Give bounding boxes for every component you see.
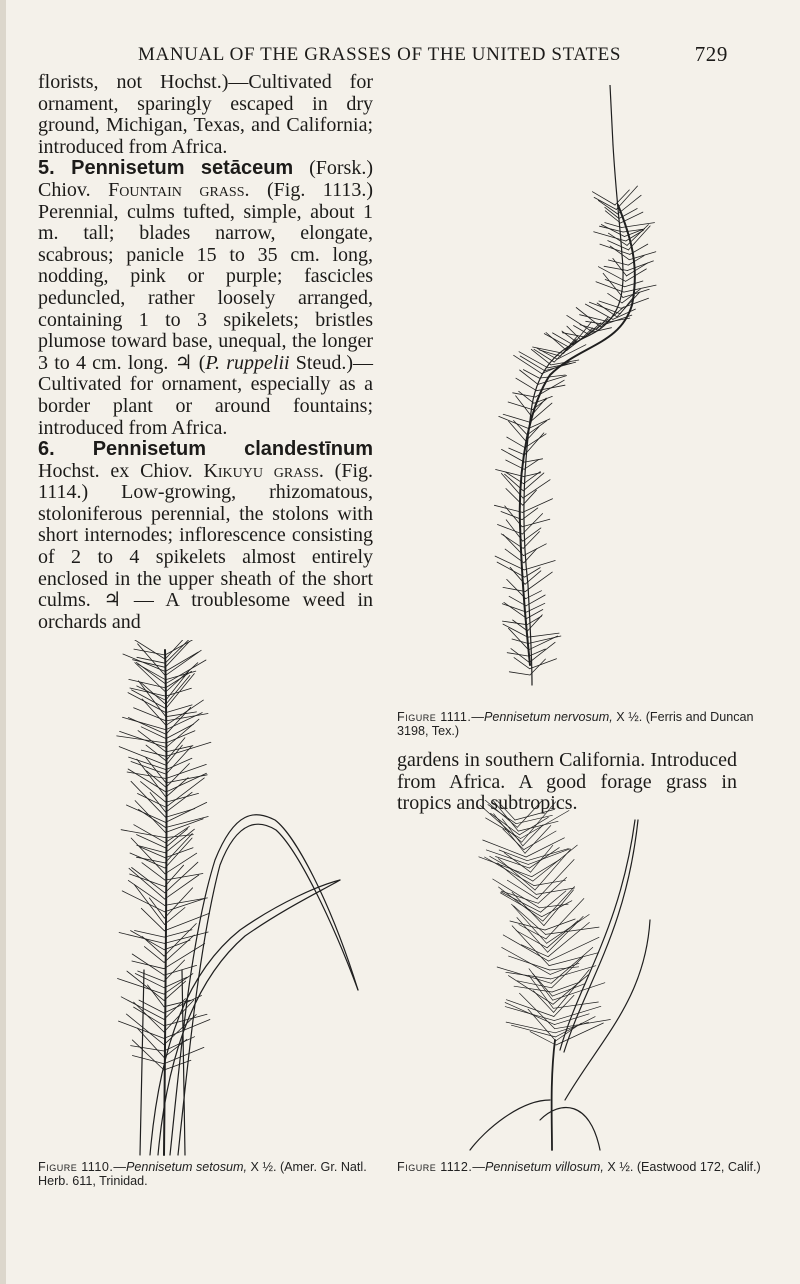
grass-spike-illustration-icon (470, 820, 650, 1150)
species-5-heading: 5. Pennisetum setāceum (38, 157, 294, 180)
figure-1111-caption: Figure 1111.—Pennisetum nervosum, X ½. (Ferris and Duncan 3198, Tex.) (397, 710, 754, 738)
figure-1110-illustration (40, 640, 380, 1160)
grass-spike-illustration-icon (520, 85, 635, 685)
figure-1112-source: X ½. (Eastwood 172, Calif.) (603, 1160, 761, 1174)
running-header (38, 40, 728, 70)
figure-1112-species: Pennisetum villosum, (484, 1160, 604, 1174)
species-5-synonym: P. ruppelii (205, 351, 290, 374)
page-number: 729 (694, 42, 728, 66)
page-gutter (0, 0, 6, 1284)
species-5-authority: (Forsk.) Chiov. (38, 157, 373, 201)
species-5-common-name: Fountain grass. (108, 178, 250, 201)
species-6-common-name: Kikuyu grass. (203, 459, 324, 482)
right-text-column: gardens in southern California. Introduced from Africa. A good forage grass in tropics and subtropics. (397, 749, 737, 815)
figure-1111-label: Figure 1111. (397, 710, 472, 724)
running-title: MANUAL OF THE GRASSES OF THE UNITED STATES (138, 44, 622, 65)
figure-1112-illustration (440, 800, 680, 1155)
left-text-column (38, 72, 373, 633)
species-6-description: (Fig. 1114.) Low-growing, rhizomatous, stoloniferous perennial, the stolons with short internodes; inflorescence consisting of 2 to 4 spikelets almost entirely enclosed in the upper sheath of the short culms. ♃ — A troublesome weed in orchards and (38, 459, 373, 633)
figure-1110-source: X ½. (Amer. Gr. Natl. Herb. 611, Trinidad. (38, 1160, 367, 1188)
species-5-entry (38, 158, 373, 439)
figure-1111-illustration (470, 85, 690, 695)
paragraph-continued: florists, not Hochst.)—Cultivated for ornament, sparingly escaped in dry ground, Michigan, Texas, and California; introduced from Africa. (38, 71, 373, 158)
species-5-description: (Fig. 1113.) Perennial, culms tufted, simple, about 1 m. tall; blades narrow, elongate, scabrous; panicle 15 to 35 cm. long, nodding, pink or purple; fascicles peduncled, rather loosely arranged, containing 1 to 3 spikelets; bristles plumose toward base, unequal, the longer 3 to 4 cm. long. ♃ ( (38, 178, 373, 374)
figure-1110-species: Pennisetum setosum, (125, 1160, 248, 1174)
figure-1112-caption: Figure 1112.—Pennisetum villosum, X ½. (Eastwood 172, Calif.) (397, 1160, 761, 1174)
figure-1110-caption: Figure 1110.—Pennisetum setosum, X ½. (Amer. Gr. Natl. Herb. 611, Trinidad. (38, 1160, 367, 1188)
grass-spike-illustration-icon (140, 650, 358, 1155)
species-6-heading: 6. Pennisetum clandestīnum (38, 438, 373, 461)
species-6-entry (38, 439, 373, 633)
figure-1111-source: X ½. (Ferris and Duncan 3198, Tex.) (397, 710, 754, 738)
figure-1112-label: Figure 1112. (397, 1160, 473, 1174)
figure-1110-label: Figure 1110. (38, 1160, 114, 1174)
figure-1111-species: Pennisetum nervosum, (484, 710, 613, 724)
species-5-notes: Steud.)—Cultivated for ornament, especially as a border plant or around fountains; introduced from Africa. (38, 351, 374, 439)
species-6-authority: Hochst. ex Chiov. (38, 459, 204, 482)
